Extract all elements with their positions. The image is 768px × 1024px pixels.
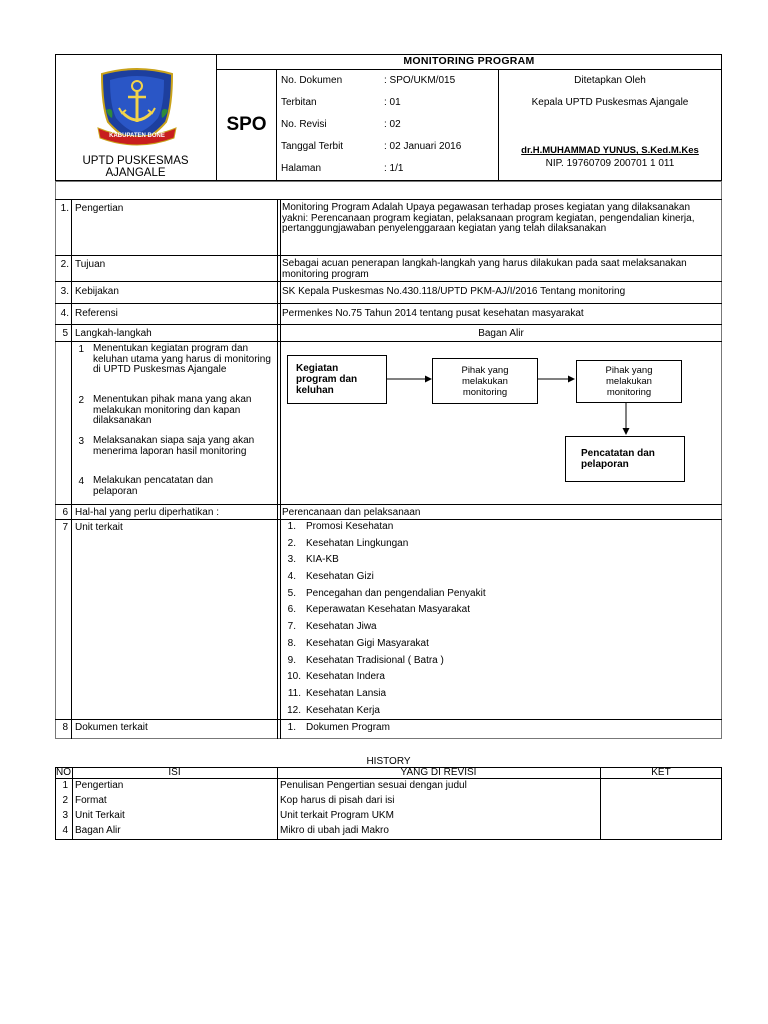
num-col-divider [71,199,72,739]
flow-box-pihak-1 [432,358,538,404]
section-num: 3. [60,286,69,297]
meta-value-dokumen: : SPO/UKM/015 [384,75,456,86]
step-text: Melaksanakan siapa saja yang akan menerima laporan hasil monitoring [93,435,255,457]
kabupaten-bone-logo [92,66,182,148]
unit-label: Kesehatan Lansia [306,688,387,699]
org-name-line2: AJANGALE [105,167,166,179]
unit-num: 8. [287,638,296,649]
history-header-isi: ISI [168,767,181,778]
flow-box-kegiatan-text: Kegiatan program dan keluhan [296,363,358,396]
step-num: 4 [78,476,84,487]
section-label-unit: Unit terkait [75,522,123,533]
meta-label-halaman: Halaman [281,163,322,174]
step-num: 3 [78,436,84,447]
history-row-no: 3 [62,810,68,821]
approval-nip: NIP. 19760709 200701 1 011 [545,158,675,169]
history-row-isi: Unit Terkait [75,810,125,821]
history-row-yang: Kop harus di pisah dari isi [280,795,395,806]
unit-label: Pencegahan dan pengendalian Penyakit [306,588,486,599]
org-name-line1: UPTD PUSKESMAS [82,155,189,167]
spo-divider [276,69,277,181]
section-label-tujuan: Tujuan [75,259,106,270]
section-text-kebijakan: SK Kepala Puskesmas No.430.118/UPTD PKM-AJ/I/2016 Tentang monitoring [282,286,626,297]
unit-label: Promosi Kesehatan [306,521,394,532]
unit-num: 7. [287,621,296,632]
spo-label: SPO [226,114,267,135]
history-row-isi: Format [75,795,107,806]
unit-label: Keperawatan Kesehatan Masyarakat [306,604,470,615]
history-row-no: 1 [62,780,68,791]
history-row-yang: Mikro di ubah jadi Makro [280,825,389,836]
meta-value-revisi: : 02 [384,119,401,130]
document-label: Dokumen Program [306,722,390,733]
meta-value-tanggal: : 02 Januari 2016 [384,141,462,152]
unit-num: 12. [287,705,301,716]
step-text: Menentukan pihak mana yang akan melakukan monitoring dan kapan dilaksanakan [93,394,252,426]
section-label-referensi: Referensi [75,308,118,319]
step-num: 1 [78,344,84,355]
flow-box-kegiatan [287,355,387,404]
row-line [55,255,722,256]
section-num: 2. [60,259,69,270]
step-text: Melakukan pencatatan dan pelaporan [93,475,214,497]
meta-value-terbitan: : 01 [384,97,401,108]
document-num: 1. [287,722,296,733]
section-num: 1. [60,203,69,214]
unit-num: 11. [287,688,301,699]
unit-label: Kesehatan Indera [306,671,385,682]
row-line [55,199,722,200]
unit-num: 10. [287,671,301,682]
section-label-kebijakan: Kebijakan [75,286,119,297]
section-num: 7 [62,522,68,533]
section-num: 8 [62,722,68,733]
history-header-no: NO [56,767,71,778]
meta-value-halaman: : 1/1 [384,163,404,174]
history-row-isi: Bagan Alir [75,825,121,836]
history-row-no: 2 [62,795,68,806]
section-label-langkah: Langkah-langkah [75,328,152,339]
history-row-yang: Unit terkait Program UKM [280,810,394,821]
meta-label-revisi: No. Revisi [281,119,327,130]
history-header-yang: YANG DI REVISI [400,767,477,778]
section-text-pengertian: Monitoring Program Adalah Upaya pegawasan terhadap proses kegiatan yang dilaksanakan yakni: Perencanaan program kegiatan, pelaksanaan program kegiatan, pengendalian kinerja, pertanggungjawaban penyelenggaraan kegiatan yang telah dilaksanakan [282,202,695,234]
flow-box-pihak-2 [576,360,682,403]
unit-label: Kesehatan Gizi [306,571,374,582]
meta-label-dokumen: No. Dokumen [281,75,343,86]
meta-label-terbitan: Terbitan [281,97,317,108]
history-header-line [55,778,722,779]
flow-box-pencatatan-text: Pencatatan dan pelaporan [581,448,655,470]
unit-num: 6. [287,604,296,615]
unit-num: 9. [287,655,296,666]
row-line [55,324,722,325]
unit-label: Kesehatan Jiwa [306,621,377,632]
unit-label: Kesehatan Kerja [306,705,380,716]
unit-label: Kesehatan Lingkungan [306,538,409,549]
row-line [55,519,722,520]
step-num: 2 [78,395,84,406]
unit-num: 2. [287,538,296,549]
unit-num: 3. [287,554,296,565]
history-title: HISTORY [366,756,411,767]
meta-label-tanggal: Tanggal Terbit [281,141,344,152]
approval-name: dr.H.MUHAMMAD YUNUS, S.Ked.M.Kes [521,145,699,156]
unit-label: Kesehatan Tradisional ( Batra ) [306,655,444,666]
history-row-no: 4 [62,825,68,836]
history-row-isi: Pengertian [75,780,124,791]
section-text-hal: Perencanaan dan pelaksanaan [282,507,421,518]
history-row-yang: Penulisan Pengertian sesuai dengan judul [280,780,467,791]
document-title: MONITORING PROGRAM [403,55,535,67]
unit-num: 1. [287,521,296,532]
section-num: 5 [62,328,68,339]
unit-label: Kesehatan Gigi Masyarakat [306,638,429,649]
approval-kepala: Kepala UPTD Puskesmas Ajangale [531,97,689,108]
approval-ditetapkan: Ditetapkan Oleh [574,75,646,86]
logo-banner-text: KABUPATEN BONE [109,133,165,139]
unit-num: 4. [287,571,296,582]
flow-box-pihak-1-text: Pihak yang melakukan monitoring [461,364,509,398]
section-label-dokumen: Dokumen terkait [75,722,148,733]
section-label-pengertian: Pengertian [75,203,124,214]
row-line [55,281,722,282]
bagan-alir-heading: Bagan Alir [478,328,524,339]
step-text: Menentukan kegiatan program dan keluhan utama yang harus di monitoring di UPTD Puskesmas Ajangale [93,343,271,375]
row-line [55,303,722,304]
unit-num: 5. [287,588,296,599]
title-divider [216,69,722,70]
section-text-tujuan: Sebagai acuan penerapan langkah-langkah yang harus dilakukan pada saat melaksanakan monitoring program [282,258,687,280]
history-header-ket: KET [651,767,671,778]
section-text-referensi: Permenkes No.75 Tahun 2014 tentang pusat kesehatan masyarakat [282,308,584,319]
row-line [55,504,722,505]
section-num: 6 [62,507,68,518]
section-label-hal: Hal-hal yang perlu diperhatikan : [75,507,219,518]
row-line [55,719,722,720]
content-col-divider [277,199,278,739]
flow-box-pihak-2-text: Pihak yang melakukan monitoring [605,365,653,398]
unit-label: KIA-KB [306,554,339,565]
section-num: 4. [60,308,69,319]
flow-box-pencatatan [565,436,685,482]
